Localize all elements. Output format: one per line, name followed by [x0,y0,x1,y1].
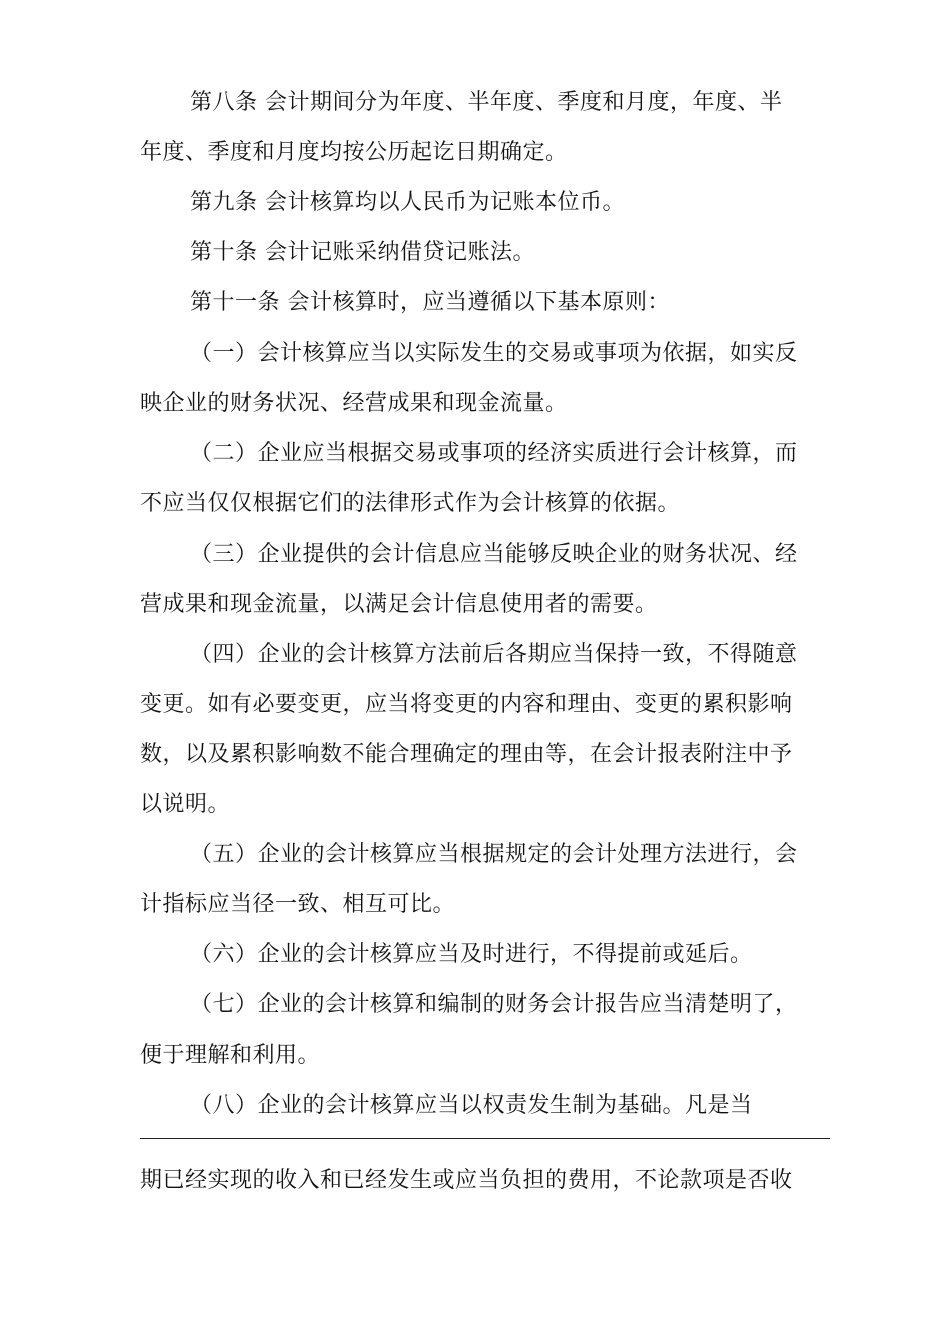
page-break-rule [140,1138,830,1139]
article-9: 第九条 会计核算均以人民币为记账本位币。 [190,190,625,215]
principle-5-line-1: （五）企业的会计核算应当根据规定的会计处理方法进行，会 [190,842,798,867]
principle-4-line-1: （四）企业的会计核算方法前后各期应当保持一致，不得随意 [190,642,798,667]
principle-3-line-2: 营成果和现金流量，以满足会计信息使用者的需要。 [140,592,658,617]
principle-4-line-2: 变更。如有必要变更，应当将变更的内容和理由、变更的累积影响 [140,692,793,717]
principle-8-continuation: 期已经实现的收入和已经发生或应当负担的费用，不论款项是否收 [140,1168,793,1193]
principle-3-line-1: （三）企业提供的会计信息应当能够反映企业的财务状况、经 [190,542,798,567]
principle-7-line-2: 便于理解和利用。 [140,1043,321,1068]
article-10: 第十条 会计记账采纳借贷记账法。 [190,240,535,265]
principle-7-line-1: （七）企业的会计核算和编制的财务会计报告应当清楚明了， [190,992,798,1017]
principle-4-line-3: 数，以及累积影响数不能合理确定的理由等，在会计报表附注中予 [140,742,793,767]
principle-2-line-2: 不应当仅仅根据它们的法律形式作为会计核算的依据。 [140,491,681,516]
article-8-line-2: 年度、季度和月度均按公历起讫日期确定。 [140,140,568,165]
principle-1-line-2: 映企业的财务状况、经营成果和现金流量。 [140,391,568,416]
article-8-line-1: 第八条 会计期间分为年度、半年度、季度和月度，年度、半 [190,90,783,115]
principle-1-line-1: （一）会计核算应当以实际发生的交易或事项为依据，如实反 [190,341,798,366]
principle-2-line-1: （二）企业应当根据交易或事项的经济实质进行会计核算，而 [190,441,798,466]
principle-6: （六）企业的会计核算应当及时进行，不得提前或延后。 [190,942,753,967]
principle-5-line-2: 计指标应当径一致、相互可比。 [140,892,456,917]
principle-8-line-1: （八）企业的会计核算应当以权责发生制为基础。凡是当 [190,1093,753,1118]
article-11: 第十一条 会计核算时，应当遵循以下基本原则： [190,290,670,315]
principle-4-line-4: 以说明。 [140,792,231,817]
